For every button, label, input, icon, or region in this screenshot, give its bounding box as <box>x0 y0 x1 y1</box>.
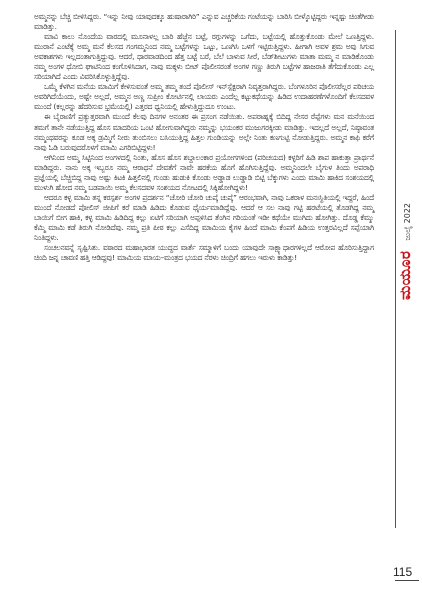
paragraph: ಅಮ್ಮನನ್ನು ಬೆಚ್ಚಿ ಬೀಳಿಸಿದ್ದರು. “ಇನ್ನು ನೀವು ಯಾವುದಕ್ಕೂ ಹುಷಾರಾಗಿರಿ” ಎನ್ನುವ ಎಚ್ಚರಿಕೆಯ ಗಂಟೆಯನ್ನು ಬಾರಿಸಿ ಬೀಳ್ಕೊಟ್ಟಿದ್ದರು ಇನ್ನಷ್ಟು ಚಿಂತೆಗೀಡು ಮಾಡಿತ್ತು. <box>34 12 374 32</box>
paragraph: ಮಾವಿ ಕಾಲು ನೊಂದೆಯ ವಾರದಲ್ಲಿ ಮೂನಾಳಲ್ಲ ಬಾರಿ ಹೆಜ್ಜೆನ ಬಟ್ಟೆ, ರಗ್ಗುಗಳನ್ನು ಒಗೆದು, ಬಟ್ಟೆಯಲ್ಲಿ ಹೊತ್ತುಕೊಂಡು ಮೇಲೆ ಒಣತ್ತಿದ್ದಳು. ಮುರಾನೆ ಎಂಟೆಕ್ಕೆ ಅಮ್ಮ ಮನೆ ಕೆಲಸದ ಗಂಗಮ್ಮನಿಂದ ನಮ್ಮ ಬಟ್ಟೆಗಳನ್ನು ಒಟ್ಟು, ಒಣಗಿಸಿ ಒಳಗೆ ಇಟ್ಟಿರುತ್ತಿದ್ದಳು. ಹೀಗಾಗಿ ಅವಳ ಶ್ರಮ ಅವು ಸಿಗುವ ಅವಕಾಶಗಳು ಇಲ್ಲದಂತಾಗುತ್ತಿದ್ದುವು. ಆದರೆ, ಧಾರವಾಡದಿಂದ ಹೆತ್ತ ಬಟ್ಟೆ ಬರೆ, ಬೆಲೆ ಬಾಳುವ ಸೀರೆ, ಬೆಡ್‌ಶೀಟುಗಳು ಮಾತಾ ಮಮ್ಮ ನ ಮಾಡಿಕೊಂಡು ನಮ್ಮ ಅಂಗಳ ಧೋಬಿ ಘಾಟಿನಿಂದ ಕಂಗೊಳಿಸಿದಾಗ, ನಾವು ಮಕ್ಕಳು ಬೀಟ್ ಪೊಲೀಸರಂತೆ ಅಂಗಳ ಗಣ್ಣು ತಿರುಗಿ ಬಟ್ಟೆಗಳ ಹಾಜರಾತಿ ತೆಗೆದುಕೊಂಡು ಎಲ್ಲ ಸರಿಯಾಗಿದೆ ಎಂದು ವಿವರಿಸಿಕೊಳ್ಳುತ್ತಿದ್ದೆವು. <box>34 32 374 82</box>
running-header <box>396 203 414 300</box>
page-number: 115 <box>393 565 413 579</box>
article-body <box>34 12 374 263</box>
paragraph: ಒಮ್ಮೆ ಕೆಳಗಿನ ಮನೆಯ ಮಾಮಿಗೆ ಕೇಳಿಸುವಂತೆ ಅಮ್ಮ ತಮ್ಮ ತಂದೆ ಪೊಲೀಸ್ ಇನ್‌ಸ್ಪೆಕ್ಟರಾಗಿ ನಿವೃತ್ತರಾಗಿದ್ದರು. ಬೆಂಗಳೂರಿನ ಪೊಲೀಸರೆಲ್ಲರ ಪರಿಚಯ ಅವರಿಗಿದೆಯೆಂದು, ಅಷ್ಟೇ ಅಲ್ಲದೆ, ಅಮ್ಮನ ಅಣ್ಣ ಸುಪ್ರೀಂ ಕೋರ್ಟಿನಲ್ಲಿ ಲಾಯರು ಎಂದೆಲ್ಲ ಕಟ್ಟುಕಥೆಯನ್ನು ಹಿಡಿದ ಉದಾಹರಣೆಗಳೊಂದಿಗೆ ಕೆಲಸದವಳ ಮುಂದೆ (ಕಲ್ಲರನ್ನು ಹೆದರಿಸುವ ಭ್ರಮೆಯಲ್ಲಿ) ಎತ್ತರದ ಧ್ವನಿಯಲ್ಲಿ ಹೇಳುತ್ತಿದ್ದುದೂ ಉಂಟು. <box>34 82 374 112</box>
issue-date: ಜುಲೈ 2022 <box>403 202 412 241</box>
paragraph: ಆಗಿನಿಂದ ಅಮ್ಮ ಸಿಟ್ಟಿನಿಂದ ಅಂಗಳದಲ್ಲಿ ನಿಂತು, ಹೊಸ ಹೊಸ ಶಬ್ದಾಲಂಕಾರ ಪ್ರಯೋಗಗಳಿಂದ (ಪರಿಚಯದ) ಕಳ್ಳರಿಗೆ ಹಿಡಿ ಶಾಪ ಹಾಕುತ್ತಾ ಪ್ರಾರ್ಥನೆ ಮಾಡಿದ್ದರು. ನಾನು ಅಕ್ಕ ಇಬ್ಬರೂ ನಮ್ಮ ಆರಾಧನೆ ದೇವತೆಗೆ ನಾವೇ ಹರಕೆಯ ಹೊಗೆ ಹೊಗಿಸುತ್ತಿದ್ದೆವು. ಅಮ್ಮನಿಂದಲೇ ಬೈಗುಳ ತಿಂದು ಅಪರಾಧಿ ಪ್ರಜ್ಞೆಯಲ್ಲಿ ಬೆಚ್ಚಿಬಿದ್ದ ನಾವು ಅಷ್ಟು ಕಿಟಕಿ ಹಿತ್ತಲಿನಲ್ಲಿ ಗುಂಡು ಹುಡುಕಿ ಕೊಂಡು ಅಡ್ಡಾಡ ಲುಡ್ಡಾಡಿ ಬಿಟ್ಟಿ ಬೆಕ್ಕುಗಳು ಎಂದು ಮಾಮಿ ಹಾಕಿದ ಸಂಶಯದಲ್ಲಿ ಮುಳುಗಿ ಹೋದ ನಮ್ಮ ಬಡಪಾಯಿ ಅಮ್ಮ ಕೆಲಸದವಳ ಸಂಶಯದ ನೋಟದಲ್ಲಿ ಸಿಕ್ಕಿಹೋಗಿದ್ದಳು! <box>34 152 374 192</box>
page-number-rule <box>395 580 419 581</box>
magazine-logo: ಮಯೂರ <box>396 250 414 300</box>
paragraph: ಈ ಬೈರಾಣಿಗೆ ಪ್ರತ್ಯುತ್ತರವಾಗಿ ಮುಂದೆ ಕೆಲವು ದಿನಗಳ ಅನಂತರ ಈ ಪ್ರಸಂಗ ನಡೆಯಿತು. ಅಪರಾಹ್ನಕ್ಕೆ ಬಿದಿದ್ದ ನೇಸರ ರೆಪ್ಪೆಗಳು ಮನ ಮನೆಯಿಂದ ತಮಗೆ ತಾನೇ ನಡೆಯುತ್ತಿದ್ದ ಹೊಸ ಮಾದರಿಯ ಒಂಟಿ ಹೋಗುವಾಗಿದ್ದರು ನಮ್ಮನ್ನು ಭಯಂಕರ ಮುಜುಗರಕ್ಕೀಡು ಮಾಡಿತ್ತು. ಇದಲ್ಲದೆ ಅಲ್ಲದೆ, ನಿಷ್ಠಾವಂತ ನಮ್ಮಂಥವರನ್ನು ಕೂಡ ಅಕ್ಕ ಡ್ರಮ್ಮಿಗೆ ನೀರು ತುಂಬಿಸಲು ಬಸಿಯುತ್ತಿದ್ದ ಹಿತ್ತಲ ಗುಂಡಿಯನ್ನು ಅಲ್ಲೇ ನಿಂತು ಕಣಗುಟ್ಟಿ ನೋಡುತ್ತಿದ್ದರು. ಅಮ್ಮನ ಕಾಫಿ ಕರೆಗೆ ನಾವು ಓಡಿ ಬರುವುದರೊಳಗೆ ಮಾಮಿ ಎಗರಿಬಿಟ್ಟಿದ್ದಳು! <box>34 112 374 152</box>
paragraph: ಸಂಚಲನವನ್ನೆ ಸೃಷ್ಟಿಸಿತು. ವಠಾರದ ಮಹಾಭಾರತ ಯುದ್ಧದ ವಾರ್ತೆ ಸಮ್ಮಾಳಿಗೆ ಬಂದು ಯಾವುದೇ ಸಾಕ್ಷ್ಯಾಧಾರಗಳಿಲ್ಲದೆ ಆರೋಪ ಹೊರಿಸುತ್ತಿದ್ದಾಗ ಚಿಂದಿ ಜನ್ನ ಚಾವಣಿ ಹತ್ತಿ ಆಡಿದ್ದವು! ಮಾಮಿಯ ಮಾಯ–ಮಂತ್ರದ ಭಯದ ನೆರಳು ಚಿಂದ್ರಿಗೆ ಹಗಲು ಇರುಳು ಕಾಡಿತ್ತು! <box>34 243 374 263</box>
paragraph: ಆದರೂ ಕಳ್ಳ ಮಾಮಿ ತನ್ನ ಕರಸ್ಪರ್ಶ ಅಂಗಳ ಪ್ರದರ್ಶನ “ಚೋರಿ ಚೋರಿ ಚುಪ್ಕೆ ಚುಪ್ಕೆ” ಆರಂಭವಾಗಿ, ನಾವು ಒಕರಾಳ ಮನಃಸ್ಥಿತಿಯಲ್ಲಿ ಇದ್ದರೆ, ಹಿಂದೆ ಮುಂದೆ ನೋಡದೆ ಪೋಲಿಸ್ ಜೀಪಿಗೆ ಕರೆ ಮಾಡಿ ಹಿಡಿದು ಕೊಡುವ ಧೈರ್ಯಮಾಡಿದ್ದೆವು. ಆದರೆ ಆ ಸಲ ನಾವು ಗಟ್ಟಿ ಹರಟೆಯಲ್ಲಿ ತೊಡಗಿದ್ದ ನಮ್ಮ ಬಾಯಿಗೆ ಬೀಗ ಹಾಕಿ, ಕಳ್ಳ ಮಾಮಿ ಹಿಡಿದಿದ್ದ ಕಲ್ಲು ಏಟಿಗೆ ಸರಿಯಾಗಿ ಅಪ್ಪಳಿಸಿದ ತೆಂಗಿನ ಗರಿಯಂತೆ ಇಡೀ ಕಥೆಯೇ ಮುಗಿದು ಹೋಗಿತ್ತು. ದೊಡ್ಡ ಕೆಮ್ಮು ಕೆಮ್ಮಿ ಮಾಮಿ ಕಡೆ ತಿರುಗಿ ನೋಡಿದೆವು. ನಮ್ಮ ಪ್ರತಿ ಪೀಠ ಕಲ್ಲು ಎಸೆದಿದ್ದ ಮಾಮಿಯ ಕೈಗಳ ಹಿಂದೆ ಮಾಮಿ ಕೆಂಪಗೆ ಹಿಡಿಯ ಉತ್ತರವಿಲ್ಲದೆ ಸಪ್ಪೆಯಾಗಿ ನಿಂತಿದ್ದಳು. <box>34 192 374 243</box>
